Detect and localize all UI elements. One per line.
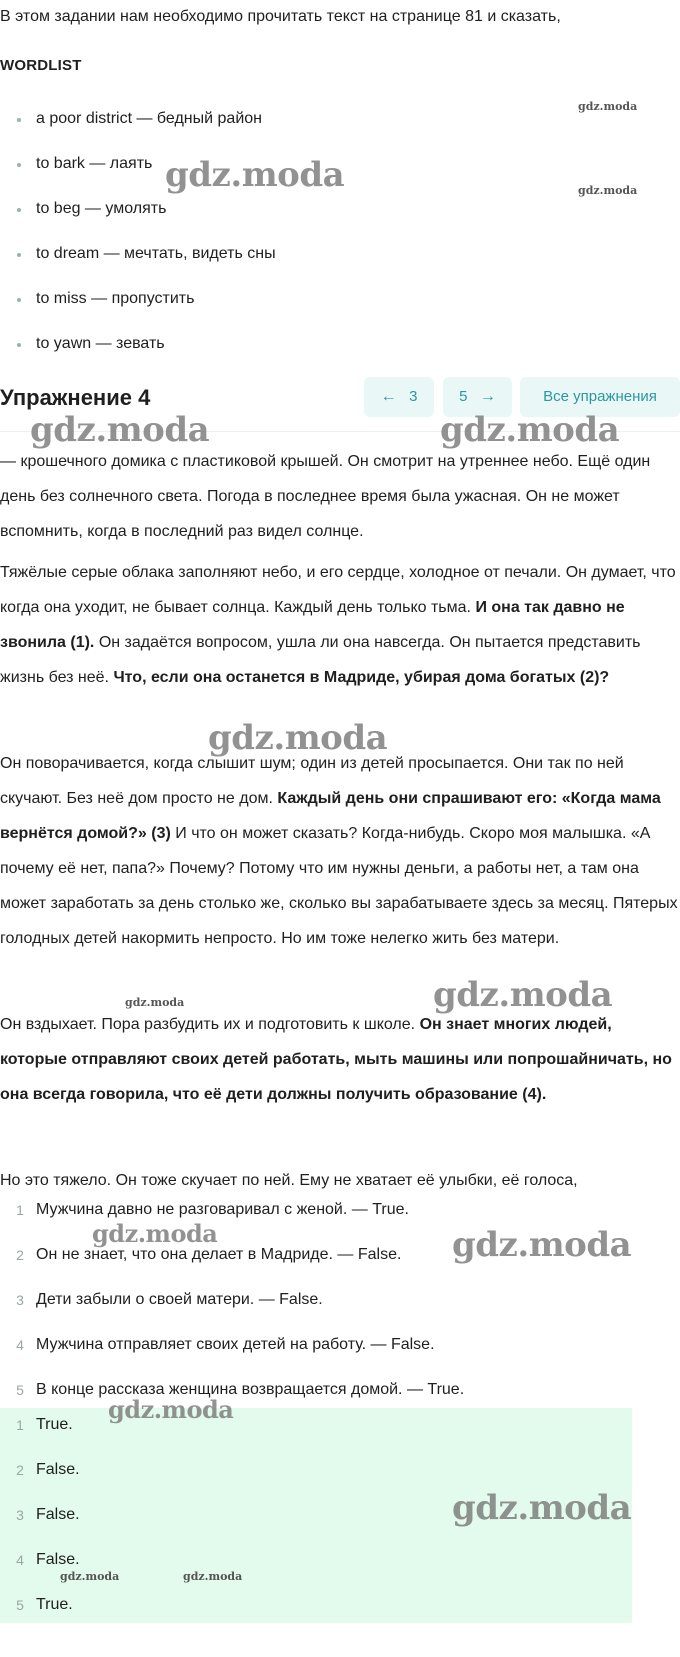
prev-exercise-button[interactable] [364,377,434,417]
watermark: gdz.moda [125,996,185,1009]
item-number: 4 [16,1337,24,1353]
watermark: gdz.moda [440,410,620,450]
exercise-title: Упражнение 4 [0,385,151,410]
watermark: gdz.moda [578,184,638,197]
prev-exercise-label: 3 [409,388,418,405]
item-number: 1 [16,1202,24,1218]
arrow-left-icon: ← [380,388,397,405]
next-exercise-label: 5 [459,388,468,405]
watermark: gdz.moda [30,410,210,450]
list-item: 2 False. [0,1459,680,1504]
list-item: to miss — пропустить [0,288,680,333]
item-number: 2 [16,1462,24,1478]
list-item: to yawn — зевать [0,333,680,378]
watermark: gdz.moda [578,100,638,113]
list-item: 3 False. [0,1504,680,1549]
arrow-right-icon: → [479,388,496,405]
item-number: 2 [16,1247,24,1263]
watermark: gdz.moda [452,1225,632,1265]
item-number: 1 [16,1417,24,1433]
list-item: 5 True. [0,1594,680,1639]
watermark: gdz.moda [183,1570,243,1583]
watermark: gdz.moda [208,718,388,758]
story-paragraph-1: — крошечного домика с пластиковой крышей. Он смотрит на утреннее небо. Ещё один день без солнечного света. Погода в последнее время была ужасная. Он не может вспомнить, когда в последний раз видел солнце. [0,453,651,540]
list-item: 5 В конце рассказа женщина возвращается домой. — True. [0,1379,680,1424]
list-item: 1 Мужчина давно не разговаривал с женой. — True. [0,1199,680,1244]
list-item: 1 True. [0,1414,680,1459]
story-paragraph-3: Он поворачивается, когда слышит шум; один из детей просыпается. Они так по ней скучают. Без неё дом просто не дом. Каждый день они спрашивают его: «Когда мама вернётся домой?» (3) И что он может сказать? Когда-нибудь. Скоро моя малышка. «А почему её нет, папа?» Почему? Потому что им нужны деньги, а работы нет, а там она может заработать за день столько же, сколько вы зарабатываете здесь за месяц. Пятерых голодных детей накормить непросто. Но им тоже нелегко жить без матери. [0,755,678,947]
list-item: to bark — лаять [0,153,680,198]
list-item: 2 Он не знает, что она делает в Мадриде. — False. [0,1244,680,1289]
watermark: gdz.moda [108,1395,234,1424]
list-item: to beg — умолять [0,198,680,243]
watermark: gdz.moda [433,975,613,1015]
watermark: gdz.moda [165,155,345,195]
wordlist-title: WORDLIST [0,57,82,74]
item-number: 4 [16,1552,24,1568]
list-item: 3 Дети забыли о своей матери. — False. [0,1289,680,1334]
story-paragraph-4: Он вздыхает. Пора разбудить их и подготовить к школе. Он знает многих людей, которые отправляют своих детей работать, мыть машины или попрошайничать, но она всегда говорила, что её дети должны получить образование (4). [0,1016,672,1103]
story-paragraph-5: Но это тяжело. Он тоже скучает по ней. Ему не хватает её улыбки, её голоса, [0,1172,578,1189]
item-number: 3 [16,1292,24,1308]
story-paragraph-2: Тяжёлые серые облака заполняют небо, и его сердце, холодное от печали. Он думает, что когда она уходит, не бывает солнца. Каждый день только тьма. И она так давно не звонила (1). Он задаётся вопросом, ушла ли она навсегда. Он пытается представить жизнь без неё. Что, если она останется в Мадриде, убирая дома богатых (2)? [0,564,676,686]
intro-text: В этом задании нам необходимо прочитать текст на странице 81 и сказать, [0,8,561,25]
watermark: gdz.moda [92,1219,218,1248]
list-item: 4 False. [0,1549,680,1594]
list-item: 4 Мужчина отправляет своих детей на работу. — False. [0,1334,680,1379]
all-exercises-button[interactable]: Все упражнения [520,377,680,417]
list-item: to dream — мечтать, видеть сны [0,243,680,288]
watermark: gdz.moda [452,1488,632,1528]
item-number: 3 [16,1507,24,1523]
list-item: a poor district — бедный район [0,108,680,153]
item-number: 5 [16,1597,24,1613]
watermark: gdz.moda [60,1570,120,1583]
wordlist [0,108,680,378]
item-number: 5 [16,1382,24,1398]
